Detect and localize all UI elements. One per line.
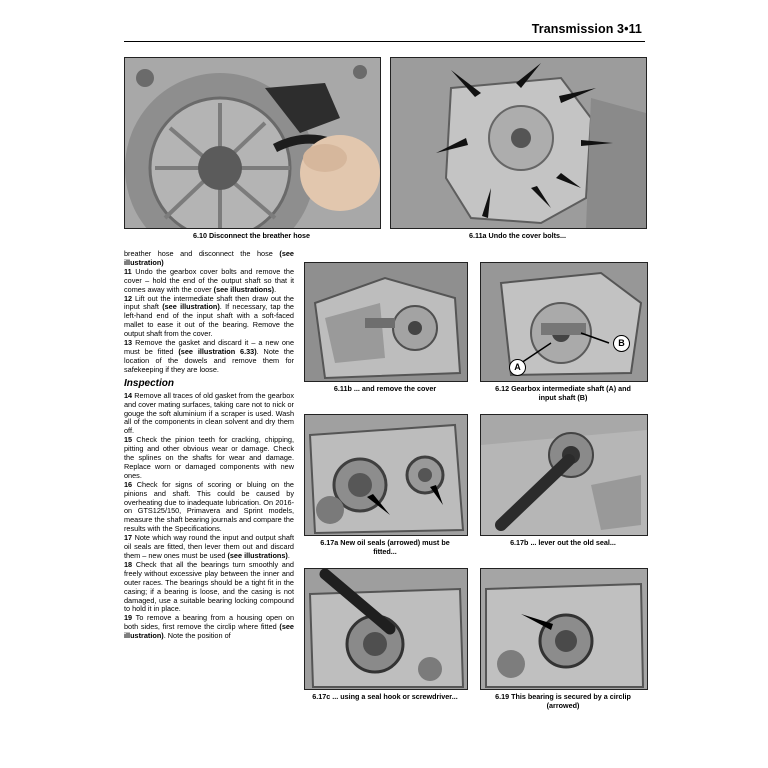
callout-label-a: A — [509, 359, 526, 376]
text-fragment: Remove all traces of old gasket from the gearbox and cover mating surfaces, taking care not to nick or gouge the soft aluminium if a scraper is used. Wash all of the components in clean solvent and dry them off. — [124, 390, 294, 436]
text-fragment: To remove a bearing from a housing open on both sides, first remove the circlip where fitted — [124, 613, 295, 632]
text-fragment: breather hose and disconnect the hose — [124, 249, 280, 258]
paragraph-17: 17 Note which way round the input and output shaft oil seals are fitted, then lever them out and discard them – new ones must be used (see illustrations). — [124, 533, 294, 560]
page-header-title: Transmission 3•11 — [531, 22, 642, 36]
step-number: 15 — [124, 435, 133, 445]
paragraph-18 — [124, 561, 294, 614]
section-heading-inspection: Inspection — [124, 377, 175, 389]
photo-intermediate-input-shaft — [480, 262, 648, 382]
caption-6-10: 6.10 Disconnect the breather hose — [192, 231, 311, 240]
header-rule — [124, 41, 645, 42]
text-fragment: . Note the position of — [163, 631, 231, 641]
text-fragment: . If necessary, tap the left-hand end of the input shaft with a soft-faced mallet to ease it out of the bearing. Remove the output shaft from the cover. — [124, 302, 294, 339]
paragraph-16 — [124, 481, 294, 534]
reference-link: (see illustrations) — [213, 284, 275, 294]
step-number: 19 — [124, 613, 133, 623]
step-number: 14 — [124, 390, 133, 400]
reference-link: (see illustration) — [162, 302, 220, 312]
step-number: 18 — [124, 559, 133, 569]
caption-6-11a: 6.11a Undo the cover bolts... — [468, 231, 567, 240]
reference-link: (see illustration) — [124, 249, 294, 267]
photo-lever-seal — [480, 414, 648, 536]
step-number: 13 — [124, 338, 133, 348]
paragraph-19 — [124, 614, 294, 641]
reference-link: (see illustrations) — [227, 551, 288, 560]
text-fragment: Undo the gearbox cover bolts and remove the cover – hold the end of the output shaft so that it comes away with the cover — [124, 266, 294, 294]
step-number: 12 — [124, 293, 133, 303]
caption-6-17a-line1: 6.17a New oil seals (arrowed) must be — [320, 538, 450, 547]
paragraph-14 — [124, 392, 294, 437]
paragraph-13 — [124, 339, 294, 375]
photo-cover-bolts — [390, 57, 647, 229]
paragraph-12 — [124, 295, 294, 340]
photo-breather-hose — [124, 57, 381, 229]
text-fragment: Check for signs of scoring or bluing on the pinions and shaft. This could be caused by overheating due to inadequate lubrication. On 2016-on GTS125/150, Primavera and Sprint models, measure the shaft bearing journals and compare the results with the Specifications. — [124, 479, 294, 534]
caption-6-17a-line2: fitted... — [373, 547, 397, 556]
caption-6-17c: 6.17c ... using a seal hook or screwdriver... — [312, 692, 458, 701]
body-text — [124, 250, 294, 641]
text-fragment: Check the pinion teeth for cracking, chipping, pitting and other obvious wear or damage. Check the splines on the shafts for wear and damage. Replace worn or damaged components with new ones. — [124, 435, 294, 480]
caption-6-17b: 6.17b ... lever out the old seal... — [510, 538, 616, 547]
paragraph-intro — [124, 250, 294, 268]
caption-6-12-line1: 6.12 Gearbox intermediate shaft (A) and — [495, 384, 631, 393]
callout-label-b: B — [613, 335, 630, 352]
text-fragment: Remove the gasket and discard it – a new one must be fitted — [124, 338, 294, 356]
text-fragment: . Note the location of the dowels and remove them for safekeeping if they are loose. — [124, 346, 294, 374]
text-fragment: Lift out the intermediate shaft then draw out the input shaft — [124, 293, 294, 312]
caption-6-12 — [480, 384, 646, 402]
text-fragment: Check that all the bearings turn smoothly and freely without excessive play between the inner and outer races. The bearings should be a tight fit in the casing; if a bearing is loose, and the casing is not damaged, use a suitable bearing locking compound to hold it in place. — [124, 559, 294, 614]
paragraph-11: 11 Undo the gearbox cover bolts and remove the cover – hold the end of the output shaft so that it comes away with the cover (see illustrations). — [124, 266, 294, 294]
caption-6-12-line2: input shaft (B) — [538, 393, 588, 402]
paragraph-15 — [124, 436, 294, 481]
caption-6-19-line2: (arrowed) — [546, 701, 580, 710]
step-number: 16 — [124, 479, 133, 489]
text-fragment: Note which way round the input and output shaft oil seals are fitted, then lever them out and discard them – new ones must be used — [124, 533, 294, 560]
photo-oil-seals — [304, 414, 468, 536]
step-number: 17 — [124, 533, 133, 543]
photo-circlip-bearing — [480, 568, 648, 690]
caption-6-17a — [304, 538, 466, 556]
step-number: 11 — [124, 266, 132, 276]
caption-6-19 — [480, 692, 646, 710]
photo-remove-cover — [304, 262, 468, 382]
reference-link: (see illustration 6.33) — [178, 346, 257, 356]
reference-link: (see illustration) — [124, 622, 294, 641]
photo-seal-hook — [304, 568, 468, 690]
caption-6-11b: 6.11b ... and remove the cover — [333, 384, 437, 393]
caption-6-19-line1: 6.19 This bearing is secured by a circlip — [495, 692, 631, 701]
